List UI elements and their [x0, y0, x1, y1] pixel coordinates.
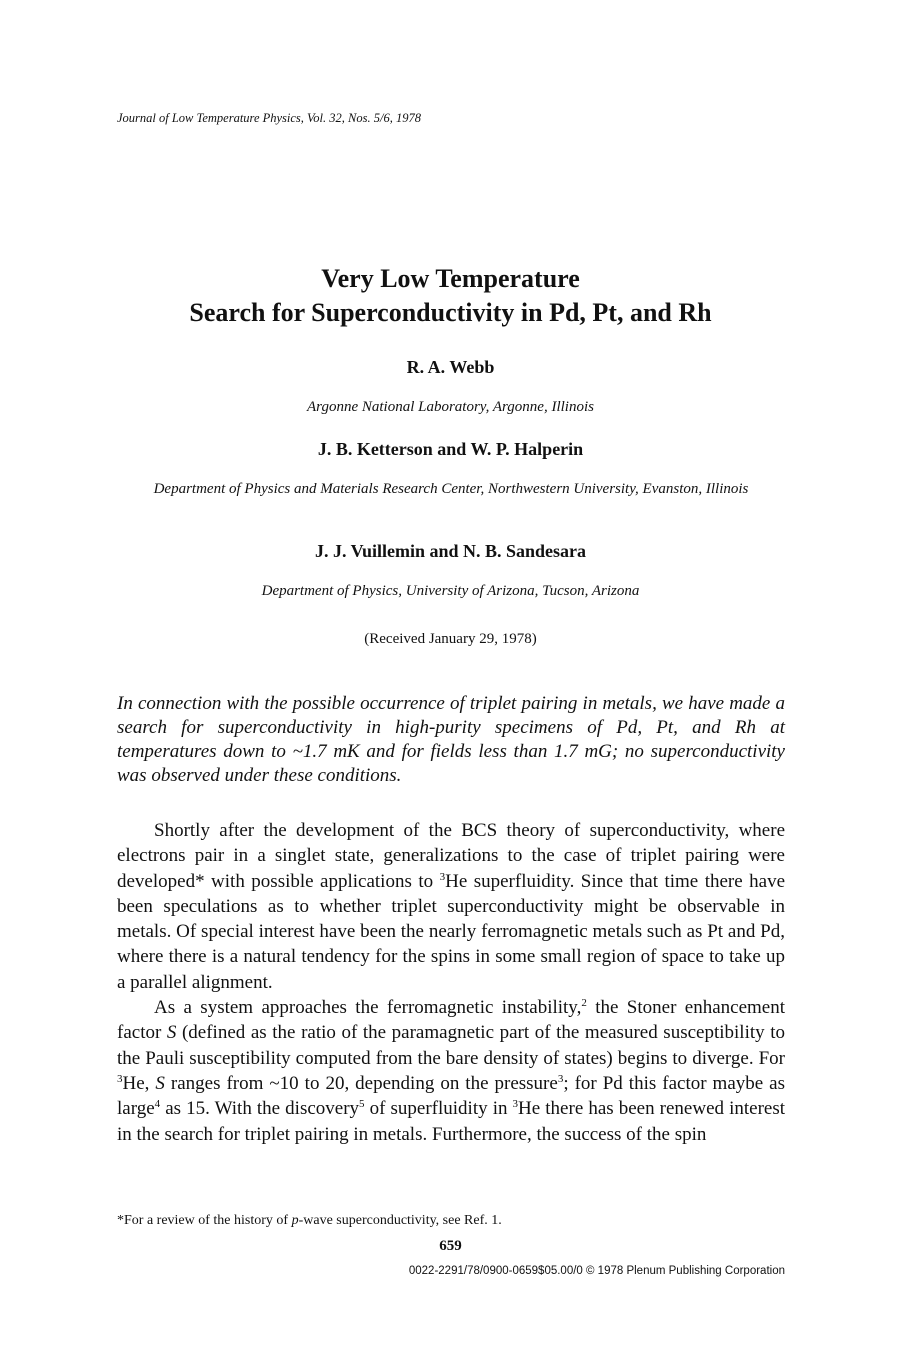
author-group-3: J. J. Vuillemin and N. B. Sandesara — [314, 541, 587, 561]
page-number: 659 — [439, 1238, 462, 1254]
abstract: In connection with the possible occurrence of triplet pairing in metals, we have made a search for superconductivity in high-purity specimens of Pd, Pt, and Rh at temperatures down to ~1.7 mK and for fields less than 1.7 mG; no superconductivity was observed under these conditions. — [117, 693, 785, 786]
copyright-line: 0022-2291/78/0900-0659$05.00/0 © 1978 Plenum Publishing Corporation — [408, 1265, 785, 1277]
title-line-1: Very Low Temperature — [321, 264, 580, 293]
footnote: *For a review of the history of p-wave superconductivity, see Ref. 1. — [117, 1213, 502, 1228]
paragraph-2: As a system approaches the ferromagnetic instability,$^2$ the Stoner enhancement factor S (defined as the ratio of the paramagnetic part of the measured susceptibility to the Pauli susceptibility computed from the bare density of states) begins to diverge. For $^3$He, S ranges from ~10 to 20, depending on the pressure$^3$; for Pd this factor maybe as large$^4$ as 15. With the discovery$^5$ of superfluidity in $^3$He there has been renewed interest in the search for triplet pairing in metals. Furthermore, the success of the spin — [117, 997, 786, 1145]
title-line-2: Search for Superconductivity in Pd, Pt, and Rh — [189, 298, 712, 327]
received-date: (Received January 29, 1978) — [364, 631, 537, 647]
paragraph-1: Shortly after the development of the BCS theory of superconductivity, where electrons pair in a singlet state, generalizations to the case of triplet pairing were developed* with possible applications to $^3$He superfluidity. Since that time there have been speculations as to whether triplet superconductivity might be observable in metals. Of special interest have been the nearly ferromagnetic metals such as Pt and Pd, where there is a natural tendency for the spins in some small region of space to take up a parallel alignment. — [117, 820, 786, 993]
affiliation-2: Department of Physics and Materials Research Center, Northwestern University, Evanston, Illinois — [153, 481, 749, 497]
author-group-2: J. B. Ketterson and W. P. Halperin — [317, 439, 584, 459]
author-group-1: R. A. Webb — [406, 357, 495, 377]
paper-title — [0, 262, 901, 330]
affiliation-3: Department of Physics, University of Arizona, Tucson, Arizona — [261, 583, 640, 599]
journal-citation: Journal of Low Temperature Physics, Vol. 32, Nos. 5/6, 1978 — [117, 111, 421, 125]
body-text — [117, 818, 785, 1147]
affiliation-1: Argonne National Laboratory, Argonne, Illinois — [307, 399, 594, 415]
